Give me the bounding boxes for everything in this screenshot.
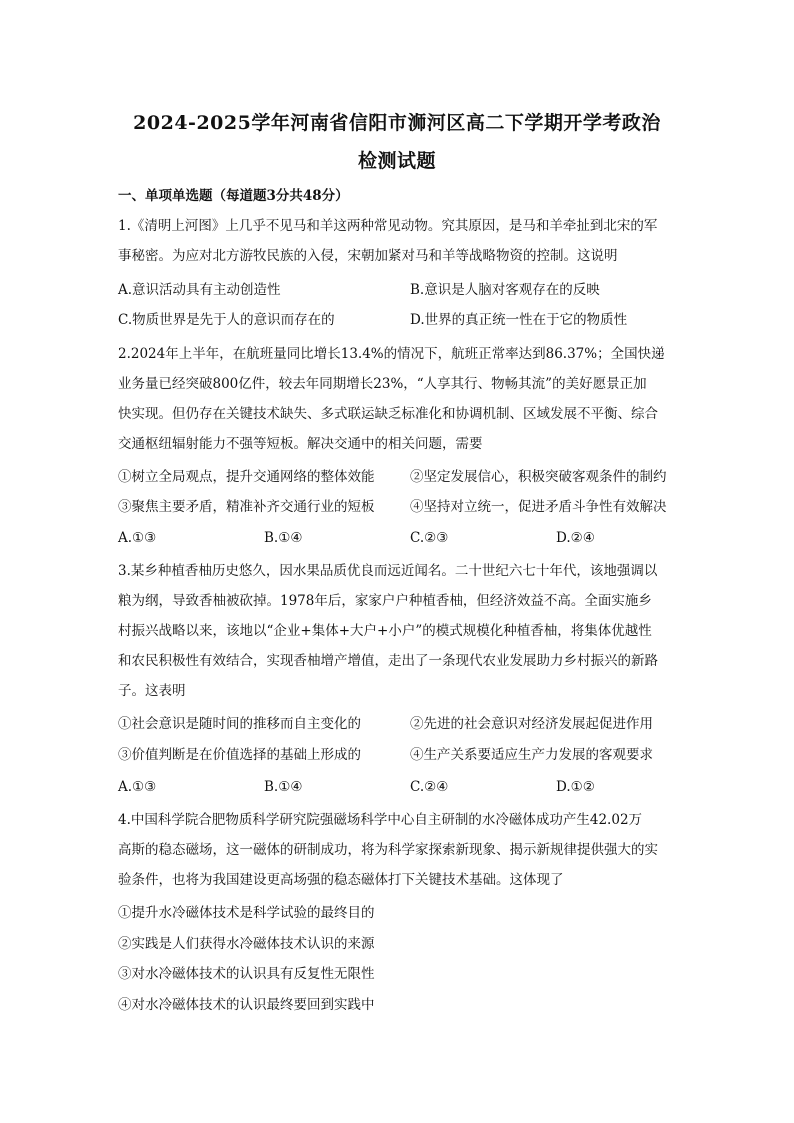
q4-item-1: ①提升水冷磁体技术是科学试验的最终目的 xyxy=(118,905,375,921)
q3-option-a: A.①③ xyxy=(118,779,157,795)
q2-stem-line: 交通枢纽辐射能力不强等短板。解决交通中的相关问题，需要 xyxy=(118,436,483,452)
q1-option-b: B.意识是人脑对客观存在的反映 xyxy=(410,282,600,298)
q3-stem-line: 子。这表明 xyxy=(118,683,186,699)
q3-item-4: ④生产关系要适应生产力发展的客观要求 xyxy=(410,747,653,763)
q2-stem-line: 业务量已经突破800亿件，较去年同期增长23%，“人享其行、物畅其流”的美好愿景正加 xyxy=(118,376,647,392)
q2-item-3: ③聚焦主要矛盾，精准补齐交通行业的短板 xyxy=(118,499,375,515)
q4-item-3: ③对水冷磁体技术的认识具有反复性无限性 xyxy=(118,966,375,982)
q3-option-c: C.②④ xyxy=(410,779,449,795)
q3-option-b: B.①④ xyxy=(264,779,303,795)
exam-title-line2: 检测试题 xyxy=(357,150,436,172)
q2-stem-line: 快实现。但仍存在关键技术缺失、多式联运缺乏标准化和协调机制、区域发展不平衡、综合 xyxy=(118,406,658,422)
q3-stem-line: 和农民积极性有效结合，实现香柚增产增值，走出了一条现代农业发展助力乡村振兴的新路 xyxy=(118,653,658,669)
q1-option-d: D.世界的真正统一性在于它的物质性 xyxy=(410,312,628,328)
q2-option-a: A.①③ xyxy=(118,530,157,546)
q3-item-2: ②先进的社会意识对经济发展起促进作用 xyxy=(410,716,653,732)
q4-stem-line: 验条件，也将为我国建设更高场强的稳态磁体打下关键技术基础。这体现了 xyxy=(118,872,564,888)
q4-stem-line: 高斯的稳态磁场，这一磁体的研制成功，将为科学家探索新现象、揭示新规律提供强大的实 xyxy=(118,842,658,858)
section-heading: 一、单项单选题（每道题3分共48分） xyxy=(118,188,349,204)
q3-stem-line: 粮为纲，导致香柚被砍掉。1978年后，家家户户种植香柚，但经济效益不高。全面实施乡 xyxy=(118,593,652,609)
q2-option-b: B.①④ xyxy=(264,530,303,546)
q2-stem-line: 2.2024年上半年，在航班量同比增长13.4%的情况下，航班正常率达到86.37%；全国快递 xyxy=(118,346,665,362)
q2-item-4: ④坚持对立统一，促进矛盾斗争性有效解决 xyxy=(410,499,667,515)
exam-title-line1: 2024-2025学年河南省信阳市浉河区高二下学期开学考政治 xyxy=(133,112,661,134)
q1-stem-line: 事秘密。为应对北方游牧民族的入侵，宋朝加紧对马和羊等战略物资的控制。这说明 xyxy=(118,248,618,264)
q1-option-a: A.意识活动具有主动创造性 xyxy=(118,282,281,298)
q2-option-d: D.②④ xyxy=(556,530,595,546)
q3-option-d: D.①② xyxy=(556,779,595,795)
q2-item-2: ②坚定发展信心，积极突破客观条件的制约 xyxy=(410,469,667,485)
q2-option-c: C.②③ xyxy=(410,530,449,546)
q3-stem-line: 3.某乡种植香柚历史悠久，因水果品质优良而远近闻名。二十世纪六七十年代，该地强调以 xyxy=(118,563,658,579)
q3-item-1: ①社会意识是随时间的推移而自主变化的 xyxy=(118,716,361,732)
q4-stem-line: 4.中国科学院合肥物质科学研究院强磁场科学中心自主研制的水冷磁体成功产生42.02万 xyxy=(118,812,643,828)
q1-option-c: C.物质世界是先于人的意识而存在的 xyxy=(118,312,335,328)
q4-item-2: ②实践是人们获得水冷磁体技术认识的来源 xyxy=(118,936,375,952)
q2-item-1: ①树立全局观点，提升交通网络的整体效能 xyxy=(118,469,375,485)
q4-item-4: ④对水冷磁体技术的认识最终要回到实践中 xyxy=(118,997,375,1013)
q3-stem-line: 村振兴战略以来，该地以“企业+集体+大户+小户”的模式规模化种植香柚，将集体优越性 xyxy=(118,623,652,639)
q3-item-3: ③价值判断是在价值选择的基础上形成的 xyxy=(118,747,361,763)
q1-stem-line: 1.《清明上河图》上几乎不见马和羊这两种常见动物。究其原因，是马和羊牵扯到北宋的军 xyxy=(118,218,658,234)
